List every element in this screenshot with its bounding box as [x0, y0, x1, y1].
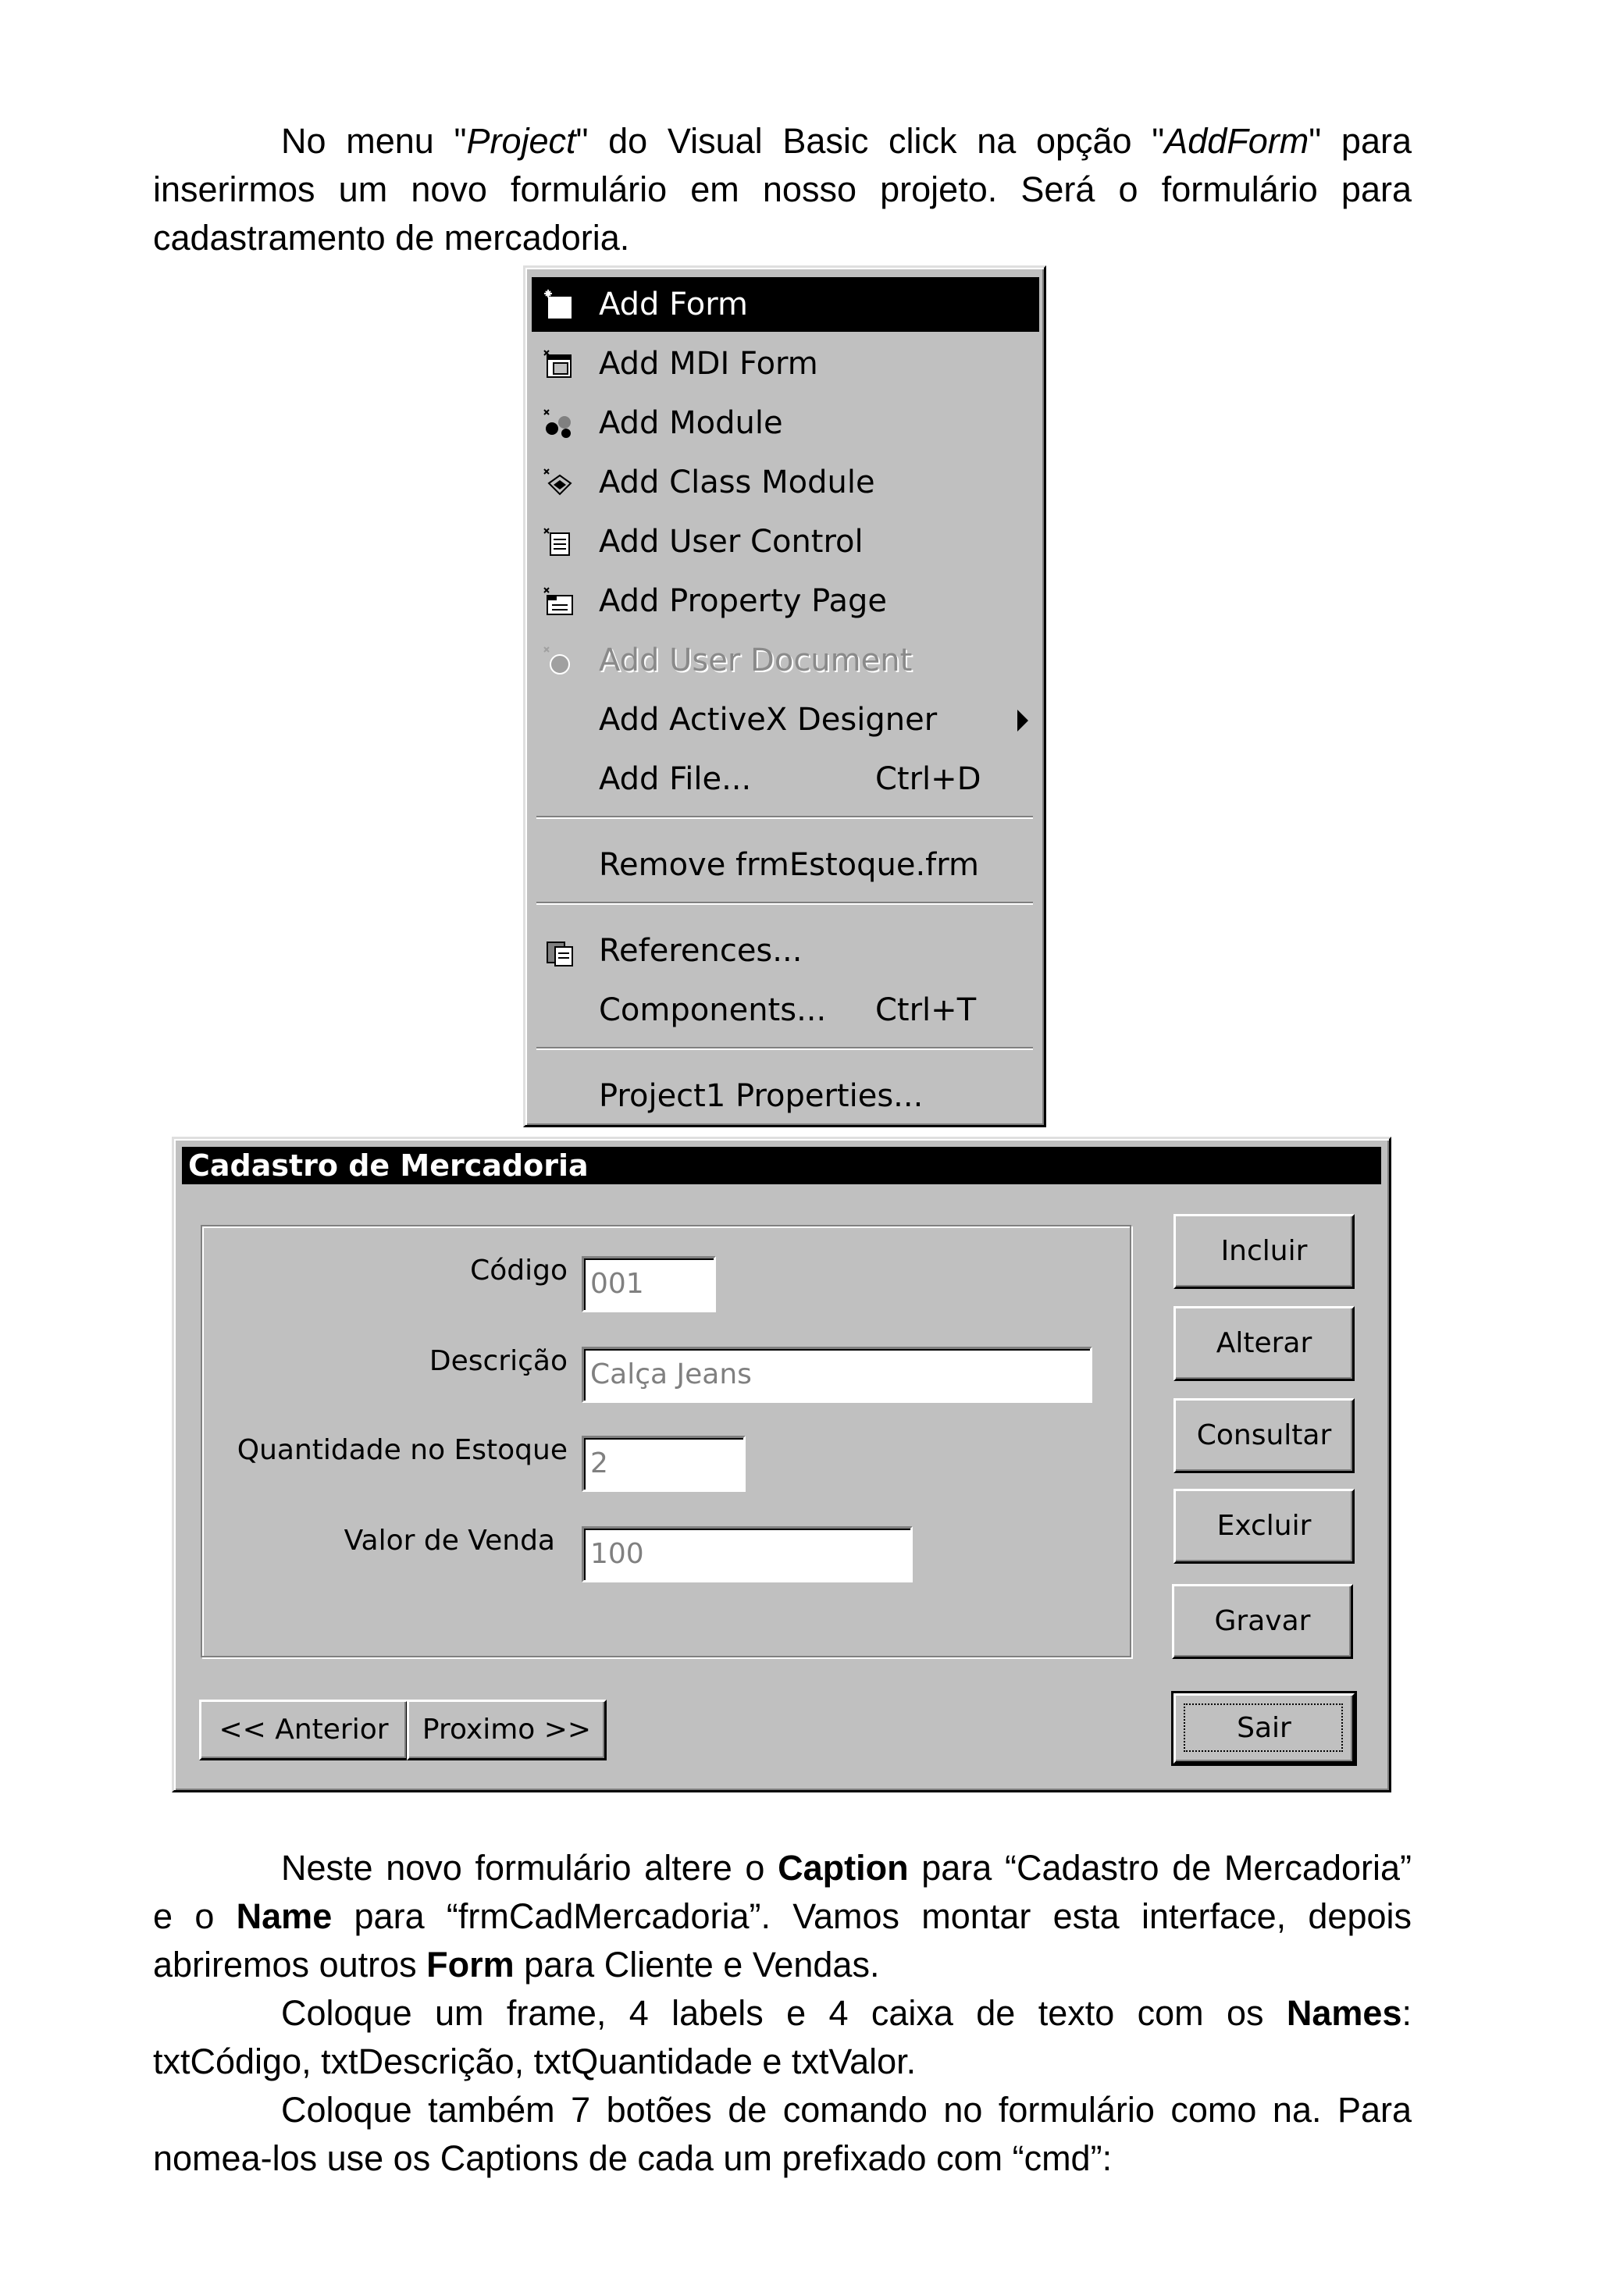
menu-item-project-properties[interactable]: Project1 Properties... — [599, 1078, 924, 1114]
focus-rectangle — [1184, 1703, 1343, 1752]
incluir-button[interactable]: Incluir — [1173, 1214, 1355, 1289]
descricao-field[interactable]: Calça Jeans — [582, 1347, 1092, 1403]
sair-button[interactable] — [1173, 1693, 1355, 1764]
body-line-1: Neste novo formulário altere o Caption para “Cadastro de Mercadoria” — [281, 1848, 1412, 1888]
codigo-label: Código — [470, 1255, 568, 1287]
consultar-button[interactable]: Consultar — [1173, 1398, 1355, 1473]
add-user-document-icon — [543, 646, 575, 677]
codigo-field[interactable]: 001 — [582, 1256, 716, 1312]
cadastro-mercadoria-form — [172, 1137, 1391, 1792]
menu-item-references[interactable]: References... — [532, 924, 1039, 978]
menu-item-add-property-page[interactable]: Add Property Page — [532, 574, 1039, 628]
menu-separator — [536, 816, 1033, 819]
menu-item-components[interactable]: Components... Ctrl+T — [599, 992, 977, 1028]
menu-separator — [536, 902, 1033, 905]
menu-item-add-module[interactable]: Add Module — [532, 396, 1039, 450]
body-line-7: nomea-los use os Captions de cada um prefixado com “cmd”: — [153, 2138, 1113, 2178]
add-property-page-icon — [543, 586, 575, 618]
menu-item-add-mdi-form[interactable]: Add MDI Form — [532, 336, 1039, 391]
references-icon — [543, 936, 575, 967]
proximo-button[interactable]: Proximo >> — [407, 1700, 607, 1760]
intro-line-1: No menu "Project" do Visual Basic click na opção "AddForm" para — [281, 121, 1412, 161]
add-class-module-icon — [543, 468, 575, 499]
menu-item-add-user-control[interactable]: Add User Control — [532, 514, 1039, 569]
add-form-icon — [543, 290, 575, 321]
body-line-6: Coloque também 7 botões de comando no formulário como na. Para — [281, 2090, 1412, 2130]
menu-item-add-activex-designer[interactable]: Add ActiveX Designer — [532, 692, 1039, 747]
descricao-label: Descrição — [429, 1345, 568, 1377]
alterar-button[interactable]: Alterar — [1173, 1306, 1355, 1381]
body-line-4: Coloque um frame, 4 labels e 4 caixa de texto com os Names: — [281, 1993, 1412, 2033]
gravar-button[interactable]: Gravar — [1172, 1584, 1353, 1659]
menu-item-add-user-document: Add User Document — [532, 633, 1039, 688]
menu-item-remove-form[interactable]: Remove frmEstoque.frm — [599, 847, 979, 883]
quantidade-label: Quantidade no Estoque — [237, 1434, 568, 1466]
menu-item-add-file[interactable]: Add File... Ctrl+D — [599, 761, 981, 797]
form-title-bar: Cadastro de Mercadoria — [182, 1147, 1381, 1184]
fields-frame — [201, 1225, 1131, 1657]
menu-item-add-form[interactable]: Add Form — [532, 277, 1039, 332]
intro-line-2: inserirmos um novo formulário em nosso projeto. Será o formulário para — [153, 169, 1412, 209]
body-line-2: e o Name para “frmCadMercadoria”. Vamos montar esta interface, depois — [153, 1896, 1412, 1936]
menu-item-add-class-module[interactable]: Add Class Module — [532, 455, 1039, 510]
add-user-control-icon — [543, 527, 575, 558]
body-paragraphs — [153, 1844, 1412, 2183]
valor-field[interactable]: 100 — [582, 1526, 913, 1582]
sair-button-label: Sair — [1237, 1712, 1291, 1744]
quantidade-field[interactable]: 2 — [582, 1436, 746, 1492]
valor-label: Valor de Venda — [344, 1525, 555, 1557]
intro-paragraph — [153, 117, 1412, 262]
anterior-button[interactable]: << Anterior — [199, 1700, 408, 1760]
body-line-5: txtCódigo, txtDescrição, txtQuantidade e txtValor. — [153, 2041, 917, 2081]
menu-separator — [536, 1047, 1033, 1050]
excluir-button[interactable]: Excluir — [1173, 1489, 1355, 1564]
body-line-3: abriremos outros Form para Cliente e Vendas. — [153, 1945, 880, 1985]
project-menu — [523, 265, 1046, 1127]
submenu-arrow-icon — [1017, 710, 1028, 732]
add-mdi-form-icon — [543, 349, 575, 380]
intro-line-3: cadastramento de mercadoria. — [153, 218, 630, 258]
add-module-icon — [543, 408, 575, 440]
